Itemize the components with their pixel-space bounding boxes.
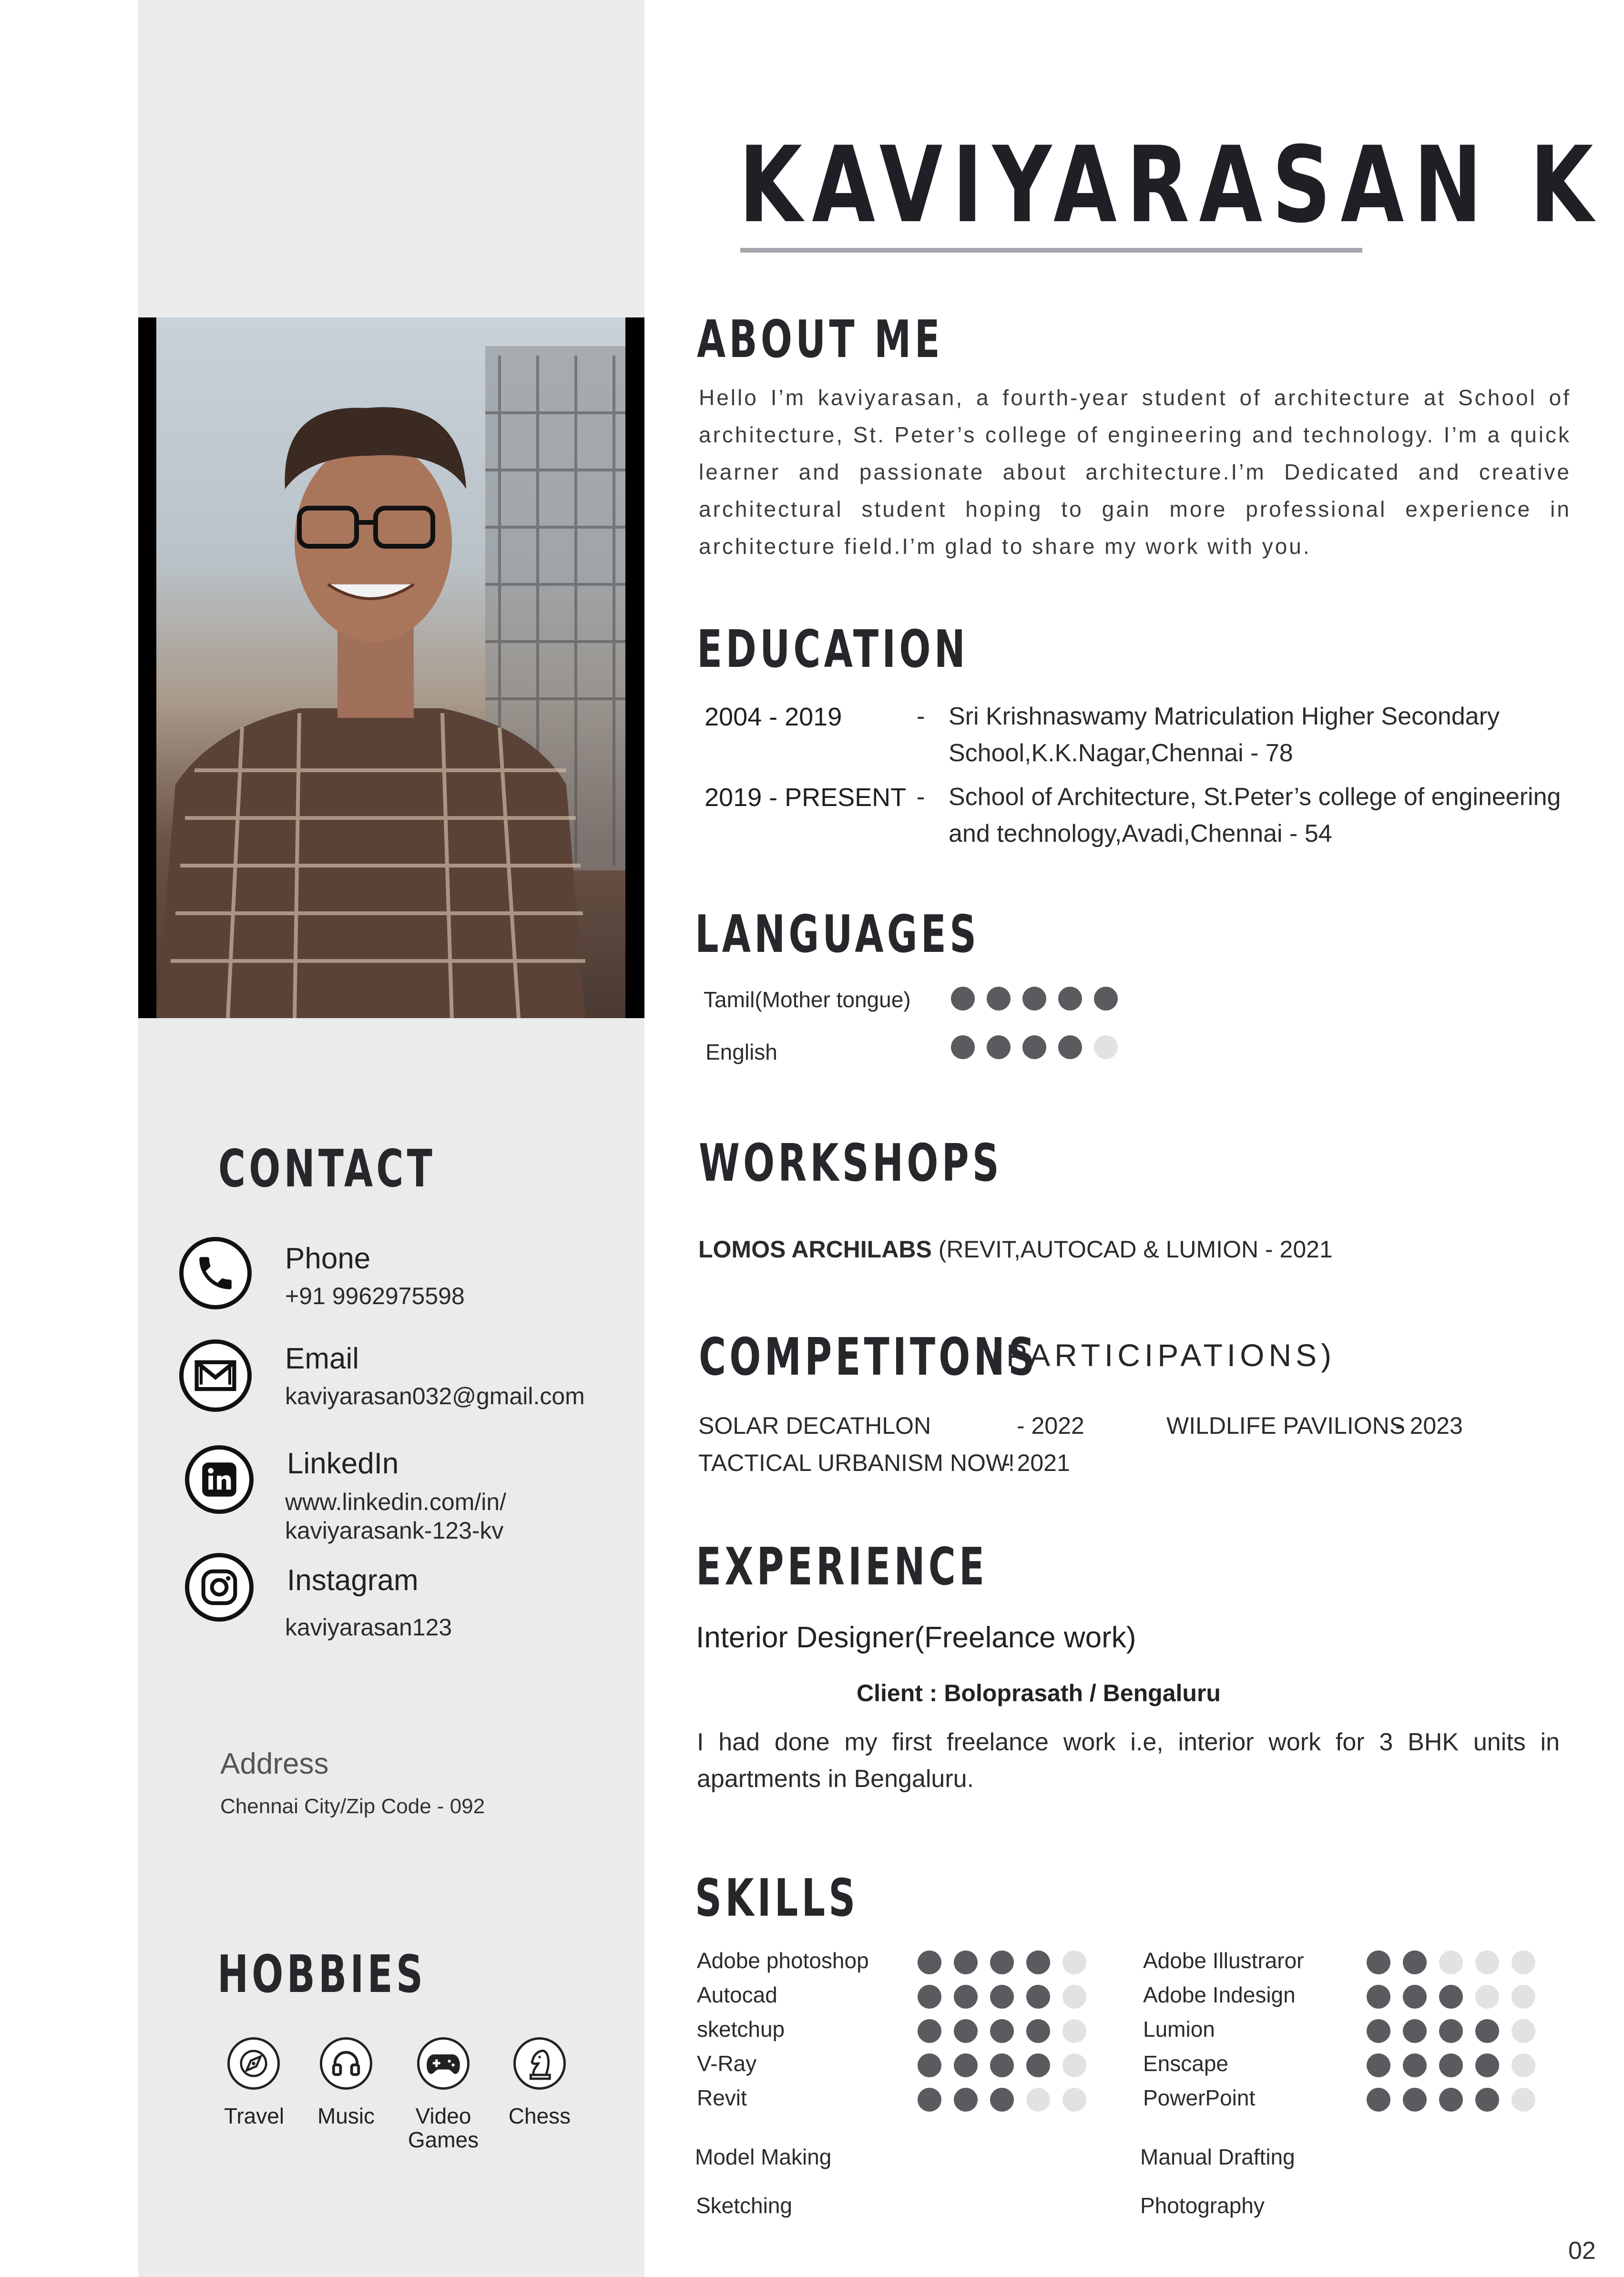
right-skill-name-3: Lumion: [1143, 2017, 1215, 2042]
right-skill-4-dot-4: [1475, 2053, 1499, 2077]
hobby-label-chess: Chess: [508, 2103, 571, 2128]
language-1-dot-2: [987, 987, 1011, 1011]
skill-extra-manual-drafting: Manual Drafting: [1140, 2144, 1295, 2169]
chess-knight-icon: [513, 2037, 566, 2090]
right-skill-3-dot-3: [1439, 2019, 1463, 2043]
resume-name: KAVIYARASAN K: [739, 124, 1603, 246]
right-skill-5-dot-4: [1475, 2088, 1499, 2112]
left-skill-3-dot-1: [918, 2019, 941, 2043]
contact-instagram-label: Instagram: [287, 1564, 419, 1597]
language-2-dot-4: [1058, 1035, 1082, 1059]
language-2-dot-5: [1094, 1035, 1118, 1059]
email-icon: [179, 1339, 252, 1412]
right-skill-2-dot-1: [1367, 1985, 1390, 2009]
education-school-1-line2: School,K.K.Nagar,Chennai - 78: [949, 739, 1293, 767]
right-skill-5-dot-3: [1439, 2088, 1463, 2112]
left-skill-name-3: sketchup: [697, 2017, 785, 2042]
right-skill-5-dot-1: [1367, 2088, 1390, 2112]
workshop-organizer: LOMOS ARCHILABS: [698, 1236, 932, 1263]
left-skill-5-dot-4: [1026, 2088, 1050, 2112]
left-skill-1-dot-4: [1026, 1950, 1050, 1974]
gamepad-icon: [417, 2037, 470, 2090]
right-skill-1-dot-2: [1403, 1950, 1427, 1974]
left-skill-name-2: Autocad: [697, 1982, 777, 2007]
right-skill-3-dot-5: [1512, 2019, 1535, 2043]
competition-name-2: WILDLIFE PAVILIONS: [1166, 1412, 1406, 1439]
left-skill-2-dot-3: [990, 1985, 1014, 2009]
education-years-1: 2004 - 2019: [705, 703, 842, 731]
left-skill-name-4: V-Ray: [697, 2051, 757, 2076]
education-years-2: 2019 - PRESENT: [705, 783, 907, 812]
experience-description: I had done my first freelance work i.e, interior work for 3 BHK units in apartments in Bengaluru.: [697, 1728, 1560, 1793]
contact-phone-label: Phone: [285, 1242, 371, 1275]
left-skill-3-dot-4: [1026, 2019, 1050, 2043]
experience-client: Client : Boloprasath / Bengaluru: [857, 1680, 1221, 1706]
right-skill-3-dot-2: [1403, 2019, 1427, 2043]
right-skill-5-dot-5: [1512, 2088, 1535, 2112]
right-skill-2-dot-3: [1439, 1985, 1463, 2009]
right-skill-4-dot-1: [1367, 2053, 1390, 2077]
language-2-dot-3: [1022, 1035, 1046, 1059]
left-skill-name-1: Adobe photoshop: [697, 1948, 869, 1973]
right-skill-3-dot-1: [1367, 2019, 1390, 2043]
hobbies-heading: HOBBIES: [217, 1945, 427, 2004]
education-school-1-line1: Sri Krishnaswamy Matriculation Higher Secondary: [949, 703, 1500, 730]
instagram-icon: [185, 1553, 254, 1622]
hobby-label-music: Music: [317, 2103, 375, 2128]
contact-address-value: Chennai City/Zip Code - 092: [220, 1795, 485, 1818]
language-2-dot-2: [987, 1035, 1011, 1059]
left-skill-4-dot-1: [918, 2053, 941, 2077]
language-1-dot-1: [951, 987, 975, 1011]
skills-heading: SKILLS: [695, 1869, 859, 1928]
left-skill-4-dot-4: [1026, 2053, 1050, 2077]
left-skill-1-dot-3: [990, 1950, 1014, 1974]
contact-linkedin-url-line2[interactable]: kaviyarasank-123-kv: [285, 1517, 504, 1544]
contact-linkedin-label: LinkedIn: [287, 1447, 399, 1480]
contact-email-value[interactable]: kaviyarasan032@gmail.com: [285, 1383, 585, 1409]
left-skill-2-dot-4: [1026, 1985, 1050, 2009]
competition-year-1: - 2022: [1017, 1412, 1084, 1439]
travel-icon: [227, 2037, 280, 2090]
contact-heading: CONTACT: [218, 1139, 436, 1199]
left-skill-4-dot-5: [1062, 2053, 1086, 2077]
right-skill-4-dot-5: [1512, 2053, 1535, 2077]
right-skill-name-4: Enscape: [1143, 2051, 1229, 2076]
contact-instagram-value[interactable]: kaviyarasan123: [285, 1614, 452, 1641]
competition-year-2: - 2023: [1395, 1412, 1463, 1439]
skill-extra-model-making: Model Making: [695, 2144, 832, 2169]
left-skill-3-dot-3: [990, 2019, 1014, 2043]
right-skill-name-5: PowerPoint: [1143, 2085, 1256, 2110]
left-skill-5-dot-3: [990, 2088, 1014, 2112]
skill-extra-photography: Photography: [1140, 2193, 1265, 2218]
right-skill-2-dot-5: [1512, 1985, 1535, 2009]
linkedin-icon: [185, 1445, 254, 1514]
right-skill-1-dot-4: [1475, 1950, 1499, 1974]
right-skill-1-dot-1: [1367, 1950, 1390, 1974]
name-underline: [740, 248, 1362, 253]
education-dash-2: -: [917, 783, 925, 811]
workshop-detail: (REVIT,AUTOCAD & LUMION - 2021: [931, 1236, 1333, 1263]
contact-address-label: Address: [220, 1747, 329, 1780]
left-skill-2-dot-2: [954, 1985, 978, 2009]
competition-name-1: SOLAR DECATHLON: [698, 1412, 931, 1439]
education-school-2-line1: School of Architecture, St.Peter’s college of engineering: [949, 783, 1561, 811]
right-skill-2-dot-2: [1403, 1985, 1427, 2009]
right-skill-4-dot-3: [1439, 2053, 1463, 2077]
language-1-dot-5: [1094, 987, 1118, 1011]
right-skill-1-dot-3: [1439, 1950, 1463, 1974]
competition-year-3: - 2021: [1002, 1450, 1070, 1476]
competition-name-3: TACTICAL URBANISM NOW!: [698, 1450, 1015, 1476]
contact-linkedin-url-line1[interactable]: www.linkedin.com/in/: [285, 1489, 507, 1515]
education-heading: EDUCATION: [697, 620, 969, 679]
left-skill-4-dot-2: [954, 2053, 978, 2077]
left-skill-1-dot-5: [1062, 1950, 1086, 1974]
left-skill-4-dot-3: [990, 2053, 1014, 2077]
hobby-label-travel: Travel: [224, 2103, 285, 2128]
left-skill-5-dot-1: [918, 2088, 941, 2112]
profile-photo: [138, 317, 644, 1018]
right-skill-4-dot-2: [1403, 2053, 1427, 2077]
about-text: Hello I’m kaviyarasan, a fourth-year student of architecture at School of architecture, St. Peter’s college of engineering and technology. I’m a quick learner and passionate about architecture.I’m Dedicated and creative architectural student hoping to gain more professional experience in architecture field.I’m glad to share my work with you.: [699, 385, 1571, 559]
contact-email-label: Email: [285, 1342, 359, 1375]
page-number: 02: [1568, 2237, 1596, 2265]
language-name-english: English: [705, 1040, 777, 1064]
education-school-2-line2: and technology,Avadi,Chennai - 54: [949, 820, 1332, 847]
skill-extra-sketching: Sketching: [696, 2193, 793, 2218]
left-skill-3-dot-2: [954, 2019, 978, 2043]
competitions-subtitle: (PARTICIPATIONS): [991, 1338, 1336, 1373]
left-skill-5-dot-5: [1062, 2088, 1086, 2112]
left-skill-2-dot-5: [1062, 1985, 1086, 2009]
experience-role: Interior Designer(Freelance work): [696, 1621, 1136, 1654]
language-1-dot-3: [1022, 987, 1046, 1011]
about-heading: ABOUT ME: [697, 310, 943, 369]
competitions-heading: COMPETITONS: [699, 1327, 1039, 1387]
language-name-tamil: Tamil(Mother tongue): [704, 987, 911, 1012]
hobby-label-video-games: Video Games: [408, 2103, 479, 2152]
headphones-icon: [320, 2037, 372, 2090]
right-skill-5-dot-2: [1403, 2088, 1427, 2112]
left-skill-1-dot-2: [954, 1950, 978, 1974]
right-skill-name-2: Adobe Indesign: [1143, 1982, 1296, 2007]
left-skill-5-dot-2: [954, 2088, 978, 2112]
workshops-heading: WORKSHOPS: [699, 1133, 1002, 1193]
right-skill-name-1: Adobe Illustraror: [1143, 1948, 1304, 1973]
experience-heading: EXPERIENCE: [696, 1537, 988, 1597]
education-dash-1: -: [917, 703, 925, 730]
left-skill-2-dot-1: [918, 1985, 941, 2009]
language-2-dot-1: [951, 1035, 975, 1059]
phone-icon: [179, 1237, 252, 1309]
languages-heading: LANGUAGES: [695, 905, 980, 964]
language-1-dot-4: [1058, 987, 1082, 1011]
left-skill-name-5: Revit: [697, 2085, 747, 2110]
left-skill-3-dot-5: [1062, 2019, 1086, 2043]
right-skill-2-dot-4: [1475, 1985, 1499, 2009]
right-skill-3-dot-4: [1475, 2019, 1499, 2043]
right-skill-1-dot-5: [1512, 1950, 1535, 1974]
contact-phone-value[interactable]: +91 9962975598: [285, 1283, 465, 1309]
left-skill-1-dot-1: [918, 1950, 941, 1974]
